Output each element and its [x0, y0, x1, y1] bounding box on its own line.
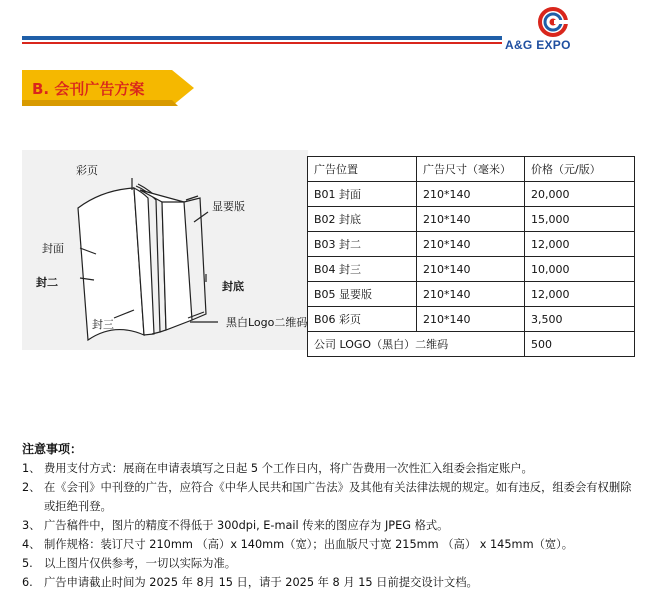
- label-feng2: 封二: [36, 276, 58, 289]
- cell-position: B03 封二: [308, 232, 417, 257]
- table-row: [308, 307, 635, 332]
- label-logo-qr: 黑白Logo二维码: [226, 316, 308, 329]
- note-text: 在《会刊》中刊登的广告，应符合《中华人民共和国广告法》及其他有关法律法规的规定。如有违反，组委会有权删除或拒绝刊登。: [44, 481, 632, 513]
- magazine-diagram: [22, 150, 308, 350]
- note-number: 3、: [22, 519, 41, 532]
- table-row-logo: [308, 332, 635, 357]
- notes-title: 注意事项：: [22, 442, 83, 456]
- cell-size: 210*140: [417, 282, 525, 307]
- note-text: 制作规格：装订尺寸 210mm （高）x 140mm（宽）；出血版尺寸宽 215mm （高） x 145mm（宽）。: [44, 538, 574, 551]
- cell-price: 12,000: [525, 232, 635, 257]
- note-item: [22, 573, 632, 592]
- table-row: [308, 182, 635, 207]
- note-number: 5.: [22, 557, 33, 570]
- cell-price: 15,000: [525, 207, 635, 232]
- cell-price: 10,000: [525, 257, 635, 282]
- label-caiye: 彩页: [76, 164, 98, 177]
- note-item: [22, 554, 632, 573]
- label-fengmian: 封面: [42, 242, 64, 255]
- header-size: 广告尺寸（毫米）: [417, 157, 525, 182]
- table-row: [308, 257, 635, 282]
- cell-price: 20,000: [525, 182, 635, 207]
- cell-size: 210*140: [417, 182, 525, 207]
- cell-price: 3,500: [525, 307, 635, 332]
- note-item: [22, 516, 632, 535]
- table-row: [308, 232, 635, 257]
- note-number: 6.: [22, 576, 33, 589]
- note-item: [22, 535, 632, 554]
- cell-position: B06 彩页: [308, 307, 417, 332]
- logo-text: A&G EXPO: [505, 38, 571, 52]
- note-text: 广告稿件中，图片的精度不得低于 300dpi, E-mail 传来的图应存为 JPEG 格式。: [44, 519, 449, 532]
- header-rule-blue: [22, 36, 502, 40]
- table-row: [308, 282, 635, 307]
- cell-position: B02 封底: [308, 207, 417, 232]
- label-fengdi: 封底: [222, 280, 244, 293]
- note-text: 广告申请截止时间为 2025 年 8月 15 日，请于 2025 年 8 月 15 日前提交设计文档。: [44, 576, 478, 589]
- table-row: [308, 207, 635, 232]
- label-xianyaoban: 显要版: [212, 200, 245, 213]
- section-title: B. 会刊广告方案: [32, 80, 145, 98]
- cell-position: B04 封三: [308, 257, 417, 282]
- header-position: 广告位置: [308, 157, 417, 182]
- pricing-table: [307, 156, 635, 357]
- cell-logo-price: 500: [525, 332, 635, 357]
- note-number: 4、: [22, 538, 41, 551]
- table-header-row: [308, 157, 635, 182]
- cell-position: B05 显要版: [308, 282, 417, 307]
- note-number: 2、: [22, 481, 41, 494]
- note-number: 1、: [22, 462, 41, 475]
- cell-price: 12,000: [525, 282, 635, 307]
- cell-size: 210*140: [417, 232, 525, 257]
- note-text: 费用支付方式：展商在申请表填写之日起 5 个工作日内，将广告费用一次性汇入组委会指定账户。: [44, 462, 533, 475]
- cell-position: B01 封面: [308, 182, 417, 207]
- notes-section: [22, 440, 632, 592]
- cell-size: 210*140: [417, 307, 525, 332]
- note-item: [22, 478, 632, 516]
- header-price: 价格（元/版）: [525, 157, 635, 182]
- label-feng3: 封三: [92, 318, 114, 331]
- cell-size: 210*140: [417, 207, 525, 232]
- note-text: 以上图片仅供参考，一切以实际为准。: [44, 557, 237, 570]
- cell-size: 210*140: [417, 257, 525, 282]
- note-item: [22, 459, 632, 478]
- header-rule-red: [22, 42, 502, 44]
- cell-logo-position: 公司 LOGO（黑白）二维码: [308, 332, 525, 357]
